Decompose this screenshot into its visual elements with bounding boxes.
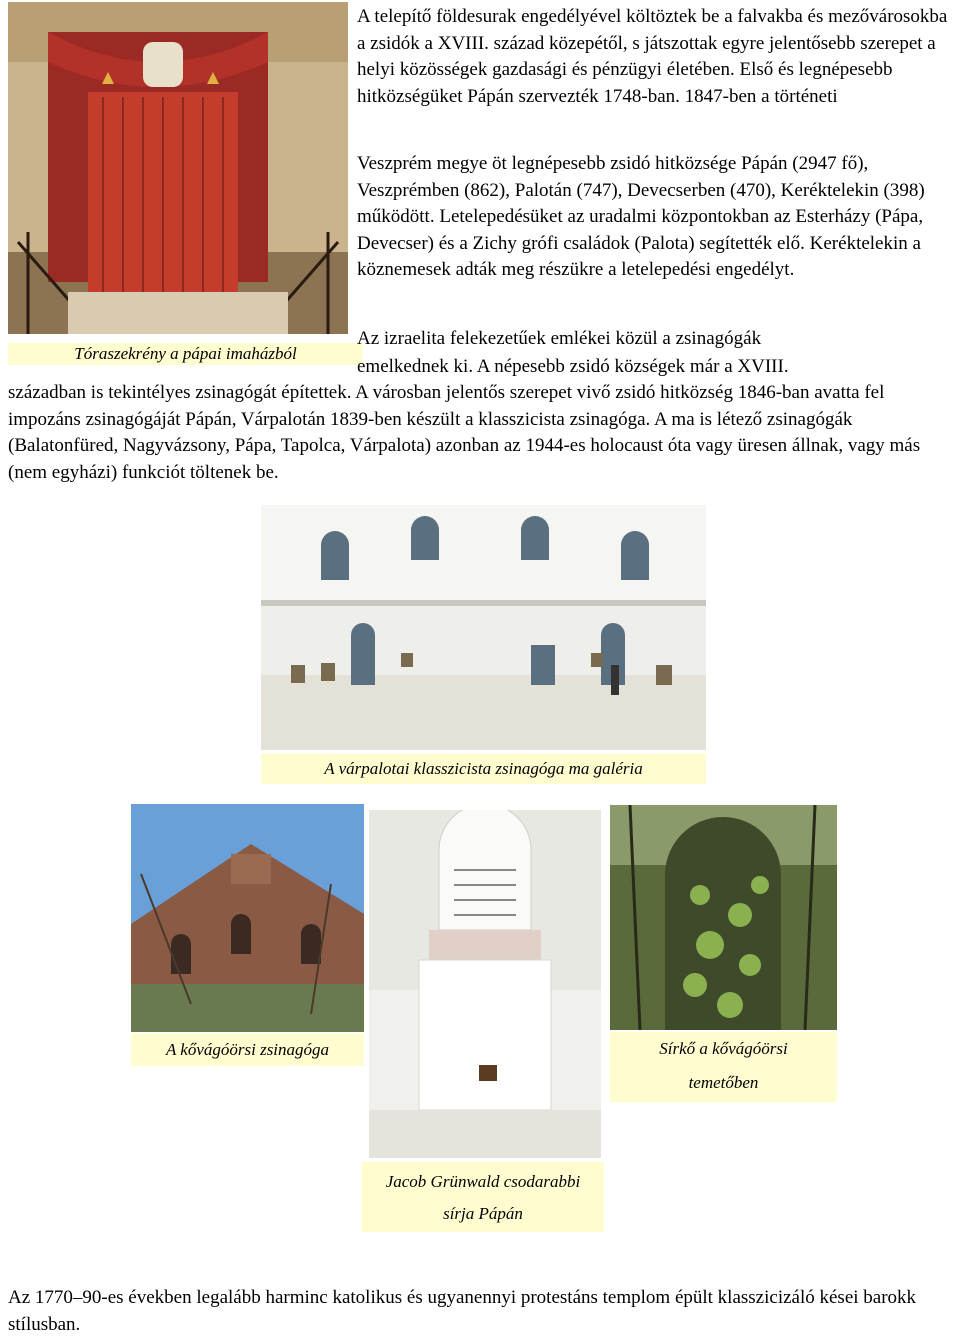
synagogue-line-2: emelkednek ki. A népesebb zsidó községek már a XVIII.	[357, 356, 789, 377]
synagogue-paragraph: században is tekintélyes zsinagógát építettek. A városban jelentős szerepet vivő zsidó hitközség 1846-ban avatta fel impozáns zsinagógáját Pápán, Várpalotán 1839-ben készült a klasszicista zsinagóga. A ma is létező zsinagógák (Balatonfüred, Nagyvázsony, Pápa, Tapolca, Várpalota) azonban az 1944-es holocaust óta vagy üresen állnak, vagy más (nem egyházi) funkciót töltenek be.	[8, 382, 921, 483]
grunwald-caption-line-1: Jacob Grünwald csodarabbi	[385, 1172, 581, 1191]
intro-paragraph: A telepítő földesurak engedélyével költöztek be a falvakba és mezővárosokba a zsidók a XVIII. század közepétől, s játszottak egyre jelentősebb szerepet a helyi közösségek gazdasági és pénzügyi életében. Első és legnépesebb hitközségüket Pápán szervezték 1748-ban. 1847-ben a történeti	[357, 6, 948, 107]
torah-ark-photo	[8, 2, 348, 334]
closing-paragraph: Az 1770–90-es években legalább harminc katolikus és ugyanennyi protestáns templom épült klasszicizáló kései barokk stílusban.	[8, 1287, 917, 1335]
grunwald-caption-line-2: sírja Pápán	[443, 1204, 523, 1223]
kovagoors-synagogue-caption: A kővágóörsi zsinagóga	[131, 1034, 364, 1066]
tombstone-photo	[610, 805, 837, 1030]
tombstone-caption-line-1: Sírkő a kővágóörsi	[659, 1039, 788, 1058]
grunwald-tomb-photo	[369, 810, 601, 1158]
grunwald-caption	[362, 1162, 604, 1232]
synagogue-line-1: Az izraelita felekezetűek emlékei közül a zsinagógák	[357, 328, 762, 349]
varpalota-synagogue-photo	[261, 505, 706, 750]
torah-ark-caption: Tóraszekrény a pápai imaházból	[8, 343, 363, 365]
tombstone-caption	[610, 1032, 837, 1102]
county-paragraph: Veszprém megye öt legnépesebb zsidó hitközsége Pápán (2947 fő), Veszprémben (862), Palotán (747), Devecserben (470), Keréktelekin (398) működött. Letelepedésüket az uradalmi központokban az Esterházy (Pápa, Devecser) és a Zichy grófi családok (Palota) segítették elő. Keréktelekin a köznemesek adták meg részükre a letelepedési engedélyt.	[357, 153, 925, 280]
varpalota-caption: A várpalotai klasszicista zsinagóga ma galéria	[261, 754, 706, 784]
kovagoors-synagogue-photo	[131, 804, 364, 1032]
tombstone-caption-line-2: temetőben	[688, 1073, 759, 1092]
